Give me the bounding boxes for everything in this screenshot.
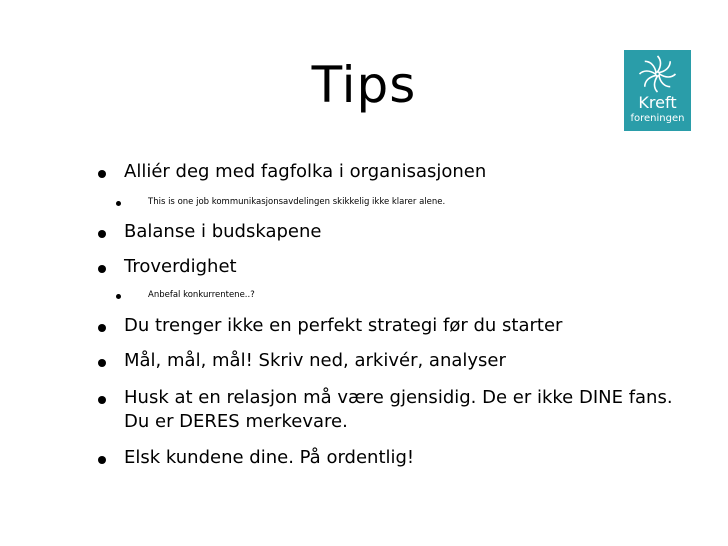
bullet-dot [98, 396, 106, 404]
bullet-text: Husk at en relasjon må være gjensidig. De er ikke DINE fans. [124, 387, 673, 408]
bullet-dot [98, 170, 106, 178]
sub-bullet-text: This is one job kommunikasjonsavdelingen skikkelig ikke klarer alene. [148, 197, 446, 207]
logo-text-foreningen: foreningen [630, 113, 685, 124]
bullet-dot [98, 324, 106, 332]
bullet-dot [98, 456, 106, 464]
bullet-dot [98, 265, 106, 273]
kreftforeningen-logo [624, 50, 691, 131]
sub-bullet-text: Anbefal konkurrentene..? [148, 290, 255, 300]
slide-title: Tips [311, 56, 417, 114]
bullet-dot [98, 230, 106, 238]
bullet-dot [98, 359, 106, 367]
bullet-text: Troverdighet [124, 256, 237, 277]
bullet-text: Du trenger ikke en perfekt strategi før du starter [124, 315, 563, 336]
bullet-text-continuation: Du er DERES merkevare. [124, 411, 348, 432]
logo-text-kreft: Kreft [638, 93, 677, 112]
bullet-text: Alliér deg med fagfolka i organisasjonen [124, 161, 487, 182]
star-flower-icon [624, 50, 691, 94]
bullet-text: Elsk kundene dine. På ordentlig! [124, 447, 415, 468]
sub-bullet-dot [116, 294, 121, 299]
bullet-text: Balanse i budskapene [124, 221, 322, 242]
bullet-text: Mål, mål, mål! Skriv ned, arkivér, analyser [124, 350, 506, 371]
sub-bullet-dot [116, 201, 121, 206]
